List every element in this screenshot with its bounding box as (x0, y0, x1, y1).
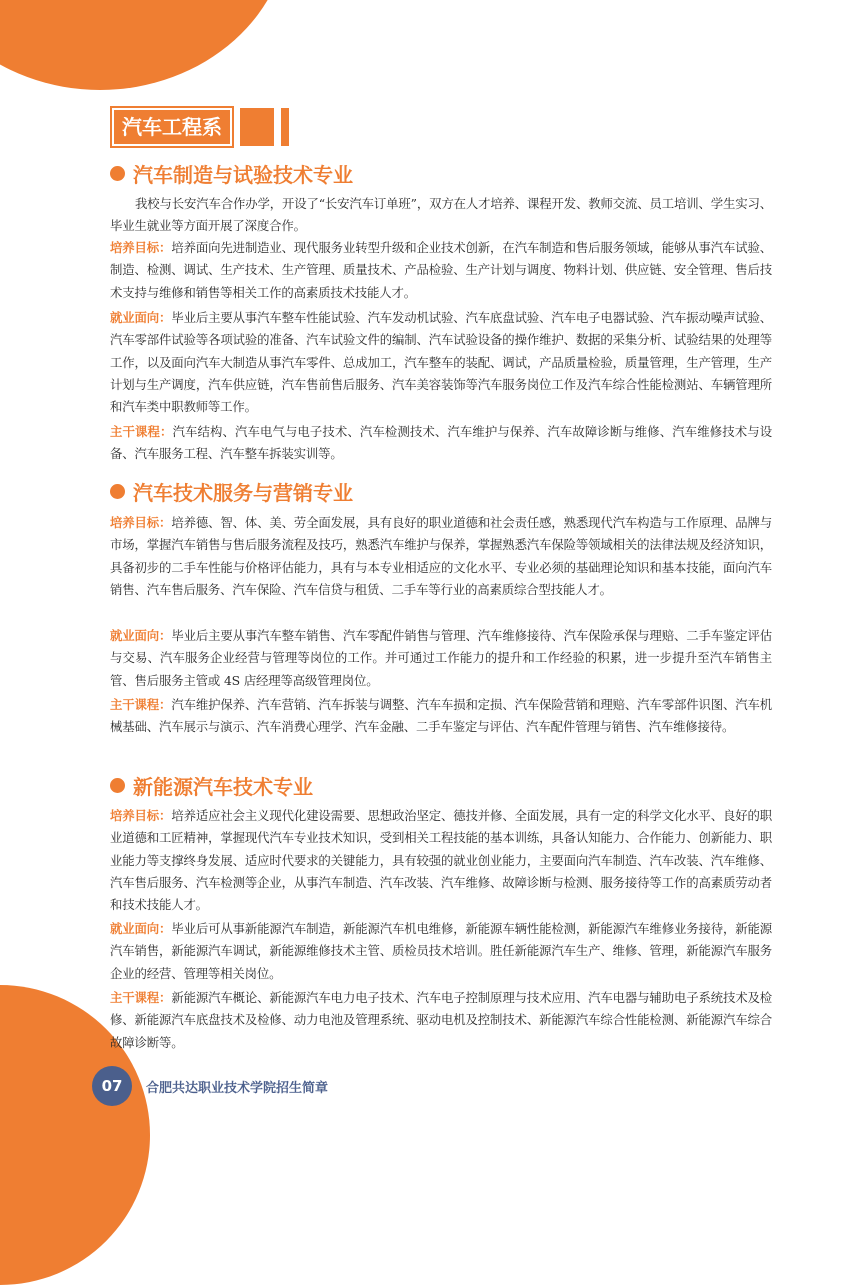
section-title: 新能源汽车技术专业 (133, 774, 313, 799)
courses-label: 主干课程： (110, 990, 172, 1005)
section-intro: 我校与长安汽车合作办学，开设了“长安汽车订单班”，双方在人才培养、课程开发、教师交流、员工培训、学生实习、毕业生就业等方面开展了深度合作。 (110, 196, 772, 234)
section-career (110, 625, 772, 692)
courses-label: 主干课程： (110, 424, 173, 439)
bullet-dot-icon (110, 778, 125, 793)
career-label: 就业面向： (110, 310, 172, 325)
section-goal (110, 237, 772, 304)
page-number: 07 (92, 1066, 132, 1106)
goal-text: 培养德、智、体、美、劳全面发展，具有良好的职业道德和社会责任感，熟悉现代汽车构造与工作原理、品牌与市场，掌握汽车销售与售后服务流程及技巧，熟悉汽车维护与保养，掌握熟悉汽车保险等领域相关的法律法规及经济知识，具备初步的二手车性能与价格评估能力，具有与本专业相适应的文化水平、专业必须的基础理论知识和基本技能，面向汽车销售、汽车售后服务、汽车保险、汽车信贷与租赁、二手车等行业的高素质综合型技能人才。 (110, 515, 773, 597)
section-goal (110, 512, 772, 601)
section-career (110, 918, 772, 985)
bullet-dot-icon (110, 166, 125, 181)
courses-text: 新能源汽车概论、新能源汽车电力电子技术、汽车电子控制原理与技术应用、汽车电器与辅助电子系统技术及检修、新能源汽车底盘技术及检修、动力电池及管理系统、驱动电机及控制技术、新能源汽车综合性能检测、新能源汽车综合故障诊断等。 (110, 990, 773, 1050)
career-label: 就业面向： (110, 921, 172, 936)
department-header (112, 108, 289, 146)
goal-label: 培养目标： (110, 240, 172, 255)
goal-text: 培养面向先进制造业、现代服务业转型升级和企业技术创新，在汽车制造和售后服务领域，能够从事汽车试验、制造、检测、调试、生产技术、生产管理、质量技术、产品检验、生产计划与调度、物料计划、供应链、安全管理、售后技术支持与维修和销售等相关工作的高素质技术技能人才。 (110, 240, 773, 300)
section-courses (110, 421, 772, 466)
career-text: 毕业后主要从事汽车整车性能试验、汽车发动机试验、汽车底盘试验、汽车电子电器试验、汽车振动噪声试验、汽车零部件试验等各项试验的准备、汽车试验文件的编制、汽车试验设备的操作维护、数据的采集分析、试验结果的处理等工作，以及面向汽车大制造从事汽车零件、总成加工，汽车整车的装配、调试，产品质量检验，质量管理，生产管理，生产计划与生产调度，汽车供应链，汽车售前售后服务、汽车美容装饰等汽车服务岗位工作及汽车综合性能检测站、车辆管理所和汽车类中职教师等工作。 (110, 310, 773, 415)
career-label: 就业面向： (110, 628, 172, 643)
section-courses (110, 987, 772, 1054)
decorative-circle-top (0, 0, 290, 90)
career-text: 毕业后可从事新能源汽车制造，新能源汽车机电维修，新能源车辆性能检测，新能源汽车维修业务接待，新能源汽车销售，新能源汽车调试，新能源维修技术主管、质检员技术培训。胜任新能源汽车生产、维修、管理，新能源汽车服务企业的经营、管理等相关岗位。 (110, 921, 773, 981)
section-heading-new-energy (110, 770, 313, 800)
courses-label: 主干课程： (110, 697, 172, 712)
goal-label: 培养目标： (110, 808, 172, 823)
goal-text: 培养适应社会主义现代化建设需要、思想政治坚定、德技并修、全面发展，具有一定的科学文化水平、良好的职业道德和工匠精神，掌握现代汽车专业技术知识，受到相关工程技能的基本训练，具备认知能力、合作能力、创新能力、职业能力等支撑终身发展、适应时代要求的关键能力，具有较强的就业创业能力，主要面向汽车制造、汽车改装、汽车维修、汽车售后服务、汽车检测等企业，从事汽车制造、汽车改装、汽车维修、故障诊断与检测、服务接待等工作的高素质劳动者和技术技能人才。 (110, 808, 773, 913)
courses-text: 汽车结构、汽车电气与电子技术、汽车检测技术、汽车维护与保养、汽车故障诊断与维修、汽车维修技术与设备、汽车服务工程、汽车整车拆装实训等。 (110, 424, 772, 462)
section-courses (110, 694, 772, 739)
department-header-block (240, 108, 274, 146)
section-career (110, 307, 772, 418)
section-title: 汽车技术服务与营销专业 (133, 480, 353, 505)
courses-text: 汽车维护保养、汽车营销、汽车拆装与调整、汽车车损和定损、汽车保险营销和理赔、汽车零部件识图、汽车机械基础、汽车展示与演示、汽车消费心理学、汽车金融、二手车鉴定与评估、汽车配件管理与销售、汽车维修接待。 (110, 697, 773, 735)
section-heading-service-marketing (110, 476, 353, 506)
career-text: 毕业后主要从事汽车整车销售、汽车零配件销售与管理、汽车维修接待、汽车保险承保与理赔、二手车鉴定评估与交易、汽车服务企业经营与管理等岗位的工作。并可通过工作能力的提升和工作经验的积累，进一步提升至汽车销售主管、售后服务主管或 4S 店经理等高级管理岗位。 (110, 628, 773, 688)
bullet-dot-icon (110, 484, 125, 499)
page-footer (92, 1066, 328, 1106)
section-goal (110, 805, 772, 916)
section-heading-manufacturing (110, 158, 353, 188)
department-title: 汽车工程系 (112, 108, 232, 146)
section-title: 汽车制造与试验技术专业 (133, 162, 353, 187)
brochure-title: 合肥共达职业技术学院招生简章 (146, 1080, 329, 1096)
goal-label: 培养目标： (110, 515, 172, 530)
department-header-bar (281, 108, 289, 146)
